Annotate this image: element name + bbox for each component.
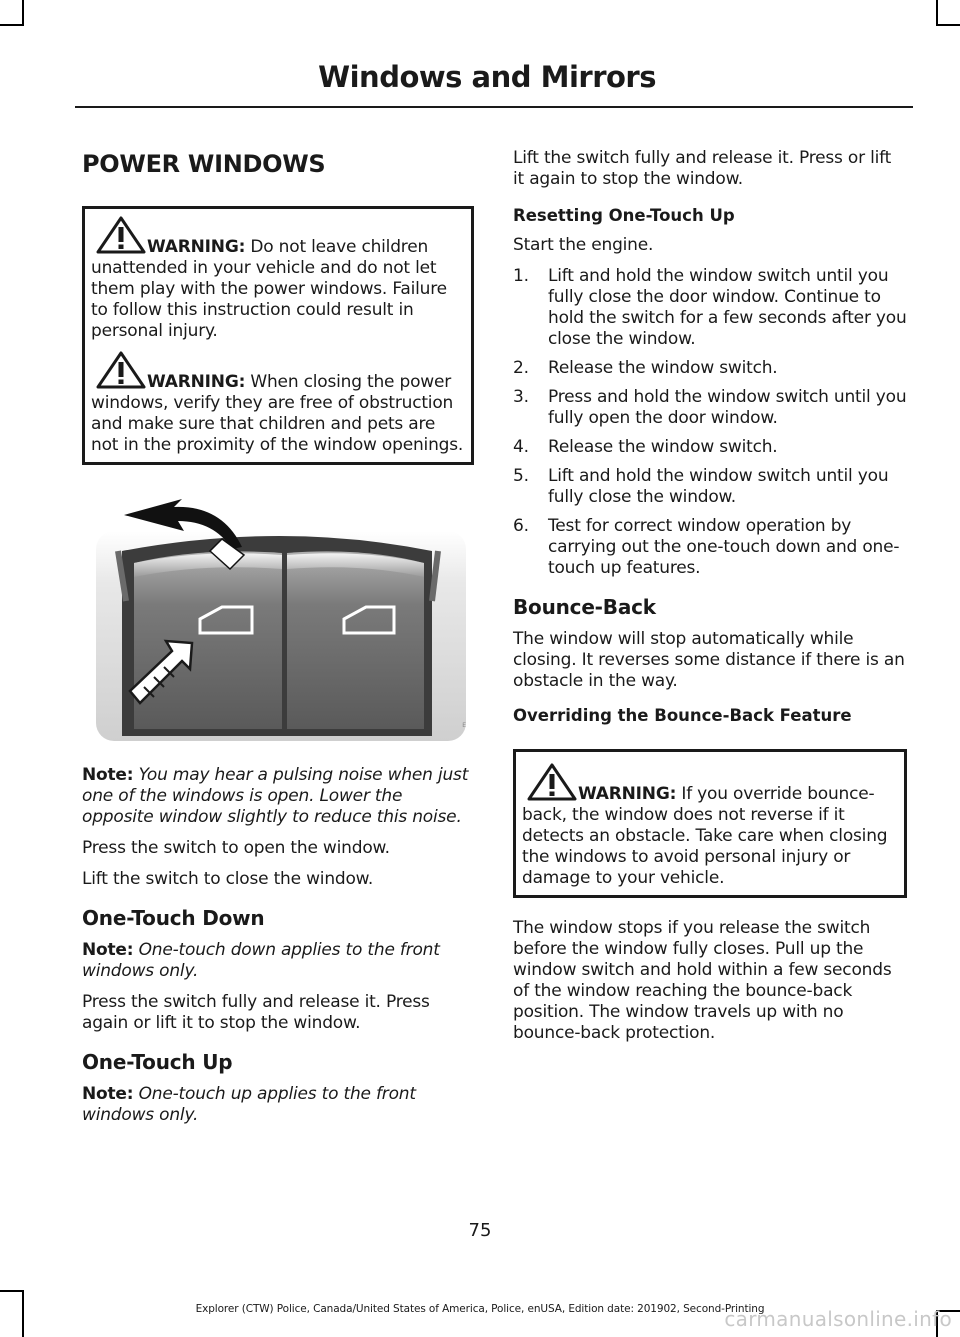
left-column xyxy=(82,146,474,1136)
list-item: 3. Press and hold the window switch until you fully open the door window. xyxy=(513,387,907,428)
crop-mark xyxy=(0,24,24,26)
warning-label: WARNING: xyxy=(147,237,246,257)
figure-code: E xyxy=(462,722,466,729)
list-item: 5. Lift and hold the window switch until you fully close the window. xyxy=(513,466,889,507)
right-column xyxy=(513,146,907,1054)
watermark: carmanualsonline.info xyxy=(724,1307,952,1331)
warning-item xyxy=(91,237,465,342)
note-one-touch-down: Note: One-touch down applies to the front windows only. xyxy=(82,940,440,981)
warning-box xyxy=(82,206,474,465)
footer-text: Explorer (CTW) Police, Canada/United States of America, Police, enUSA, Edition date: 201902, Second-Printing xyxy=(195,1303,765,1315)
crop-mark xyxy=(0,1290,24,1292)
warning-icon xyxy=(95,350,147,390)
paragraph-one-touch-down: Press the switch fully and release it. Press again or lift it to stop the window. xyxy=(82,992,430,1033)
page-number: 75 xyxy=(468,1220,492,1241)
reset-steps-list xyxy=(513,266,907,579)
heading-one-touch-up: One-Touch Up xyxy=(82,1050,233,1074)
list-item: 4. Release the window switch. xyxy=(513,437,778,457)
warning-icon xyxy=(526,762,578,802)
warning-item xyxy=(522,784,898,889)
paragraph-lift: Lift the switch fully and release it. Press or lift it again to stop the window. xyxy=(513,148,892,189)
heading-overriding: Overriding the Bounce-Back Feature xyxy=(513,706,852,725)
paragraph-bounce-back: The window will stop automatically while closing. It reverses some distance if there is an obstacle in the way. xyxy=(513,629,905,691)
warning-label: WARNING: xyxy=(147,372,246,392)
warning-label: WARNING: xyxy=(578,784,677,804)
list-item: 2. Release the window switch. xyxy=(513,358,778,378)
section-title: POWER WINDOWS xyxy=(82,150,326,178)
window-switch-illustration xyxy=(82,491,474,741)
heading-resetting: Resetting One-Touch Up xyxy=(513,206,735,225)
note-pulsing-noise: Note: You may hear a pulsing noise when just one of the windows is open. Lower the opposite window slightly to reduce this noise. xyxy=(82,765,469,827)
heading-one-touch-down: One-Touch Down xyxy=(82,906,265,930)
page-title: Windows and Mirrors xyxy=(318,60,656,94)
crop-mark xyxy=(22,0,24,26)
list-item: 6. Test for correct window operation by carrying out the one-touch down and one-touch up features. xyxy=(513,516,900,578)
paragraph-start-engine: Start the engine. xyxy=(513,235,654,255)
warning-item xyxy=(91,372,465,456)
paragraph-override: The window stops if you release the switch before the window fully closes. Pull up the window switch and hold within a few seconds of the window reaching the bounce-back position. The window travels up with no bounce-back protection. xyxy=(513,918,892,1043)
warning-text: When closing the power windows, verify they are free of obstruction and make sure that children and pets are not in the proximity of the window openings. xyxy=(91,372,464,455)
warning-text: Do not leave children unattended in your vehicle and do not let them play with the power windows. Failure to follow this instruction could result in personal injury. xyxy=(91,237,447,341)
paragraph-open: Press the switch to open the window. xyxy=(82,838,390,858)
warning-icon xyxy=(95,215,147,255)
crop-mark xyxy=(936,0,938,26)
crop-mark xyxy=(936,24,960,26)
warning-box xyxy=(513,749,907,898)
note-one-touch-up: Note: One-touch up applies to the front windows only. xyxy=(82,1084,416,1125)
paragraph-close: Lift the switch to close the window. xyxy=(82,869,374,889)
heading-bounce-back: Bounce-Back xyxy=(513,595,656,619)
list-item: 1. Lift and hold the window switch until you fully close the door window. Continue to hold the switch for a few seconds after you close the window. xyxy=(513,266,907,349)
warning-text: If you override bounce-back, the window does not reverse if it detects an obstacle. Take care when closing the windows to avoid personal injury or damage to your vehicle. xyxy=(522,784,888,888)
header-rule xyxy=(75,106,913,108)
